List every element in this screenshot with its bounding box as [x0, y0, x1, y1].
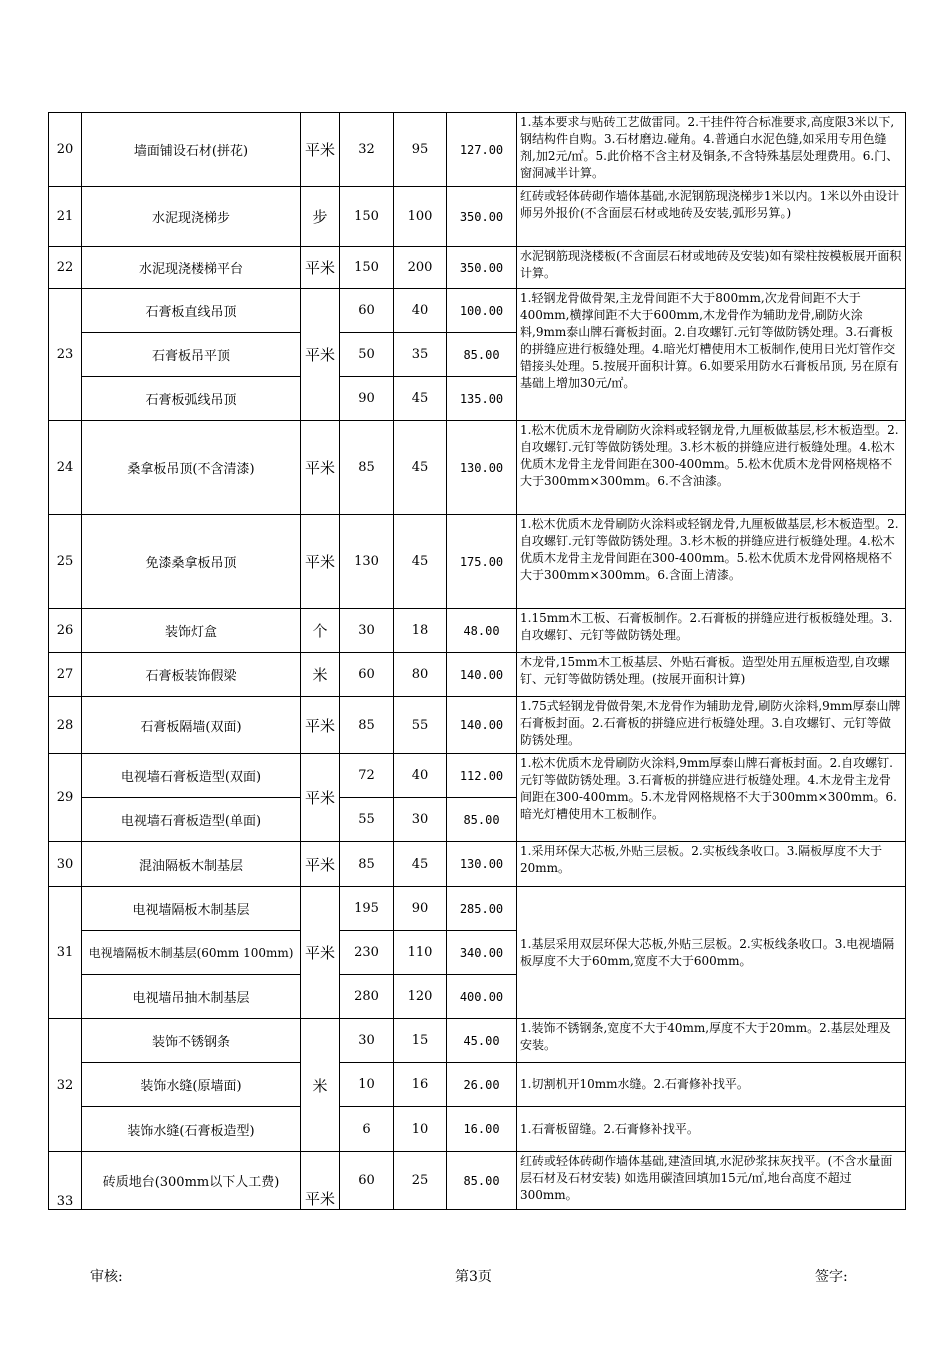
- labor-price: 10: [394, 1107, 447, 1152]
- total-price: 85.00: [447, 1152, 517, 1210]
- item-name: 电视墙隔板木制基层: [82, 887, 301, 931]
- item-number: 27: [49, 653, 82, 697]
- total-price: 350.00: [447, 247, 517, 289]
- item-name: 电视墙石膏板造型(单面): [82, 798, 301, 842]
- material-price: 60: [340, 653, 394, 697]
- item-number: 33: [49, 1152, 82, 1210]
- item-description: 1.松木优质木龙骨刷防火涂料,9mm厚泰山牌石膏板封面。2.自攻螺钉.元钉等做防锈处理。3.石膏板的拼缝应进行板缝处理。4.木龙骨主龙骨间距在300-400mm。5.木龙骨网格规格不大于300mm×300mm。6.暗光灯槽使用木工板制作。: [517, 754, 906, 842]
- item-number: 28: [49, 697, 82, 754]
- material-price: 85: [340, 697, 394, 754]
- item-number: 24: [49, 421, 82, 515]
- item-name: 水泥现浇楼梯平台: [82, 247, 301, 289]
- table-row: [49, 653, 906, 697]
- item-number: 25: [49, 515, 82, 609]
- total-price: 340.00: [447, 931, 517, 975]
- material-price: 55: [340, 798, 394, 842]
- item-name: 水泥现浇梯步: [82, 187, 301, 247]
- item-unit: 平米: [301, 421, 340, 515]
- item-unit: 平米: [301, 247, 340, 289]
- labor-price: 100: [394, 187, 447, 247]
- labor-price: 40: [394, 754, 447, 798]
- material-price: 85: [340, 842, 394, 887]
- labor-price: 16: [394, 1063, 447, 1107]
- item-name: 桑拿板吊顶(不含清漆): [82, 421, 301, 515]
- signature-label: 签字:: [815, 1269, 848, 1285]
- total-price: 400.00: [447, 975, 517, 1019]
- labor-price: 95: [394, 113, 447, 187]
- total-price: 130.00: [447, 842, 517, 887]
- item-unit: 个: [301, 609, 340, 653]
- material-price: 90: [340, 377, 394, 421]
- item-name: 石膏板直线吊顶: [82, 289, 301, 333]
- total-price: 26.00: [447, 1063, 517, 1107]
- item-name: 混油隔板木制基层: [82, 842, 301, 887]
- material-price: 30: [340, 1019, 394, 1063]
- item-description: 1.石膏板留缝。2.石膏修补找平。: [517, 1107, 906, 1152]
- total-price: 140.00: [447, 653, 517, 697]
- item-unit: 平米: [301, 289, 340, 421]
- item-number: 20: [49, 113, 82, 187]
- table-row: [49, 515, 906, 609]
- labor-price: 120: [394, 975, 447, 1019]
- table-row: [49, 1063, 906, 1107]
- labor-price: 45: [394, 377, 447, 421]
- item-description: 1.基本要求与贴砖工艺做雷同。2.干挂件符合标准要求,高度限3米以下,钢结构件自购。3.石材磨边.碰角。4.普通白水泥色缝,如采用专用色缝剂,加2元/㎡。5.此价格不含主材及铜条,不含特殊基层处理费用。6.门、窗洞减半计算。: [517, 113, 906, 187]
- material-price: 60: [340, 1152, 394, 1210]
- item-description: 1.装饰不锈钢条,宽度不大于40mm,厚度不大于20mm。2.基层处理及安装。: [517, 1019, 906, 1063]
- item-unit: 平米: [301, 842, 340, 887]
- item-description: 1.轻钢龙骨做骨架,主龙骨间距不大于800mm,次龙骨间距不大于400mm,横撑间距不大于600mm,木龙骨作为辅助龙骨,刷防火涂料,9mm泰山牌石膏板封面。2.自攻螺钉.元钉等做防锈处理。3.石膏板的拼缝应进行板缝处理。4.暗光灯槽使用木工板制作,使用日光灯管作交错接头处理。5.按展开面积计算。6.如要采用防水石膏板吊顶, 另在原有基础上增加30元/㎡。: [517, 289, 906, 421]
- price-table: [48, 112, 906, 1210]
- item-number: 32: [49, 1019, 82, 1152]
- item-name: 石膏板弧线吊顶: [82, 377, 301, 421]
- material-price: 72: [340, 754, 394, 798]
- item-name: 石膏板隔墙(双面): [82, 697, 301, 754]
- table-row: [49, 187, 906, 247]
- table-row: [49, 754, 906, 798]
- table-row: [49, 697, 906, 754]
- item-description: 1.75式轻钢龙骨做骨架,木龙骨作为辅助龙骨,刷防火涂料,9mm厚泰山牌石膏板封面。2.石膏板的拼缝应进行板缝处理。3.自攻螺钉、元钉等做防锈处理。: [517, 697, 906, 754]
- material-price: 150: [340, 247, 394, 289]
- table-row: [49, 113, 906, 187]
- item-unit: 平米: [301, 754, 340, 842]
- item-name: 砖质地台(300mm以下人工费): [82, 1152, 301, 1210]
- labor-price: 45: [394, 421, 447, 515]
- material-price: 85: [340, 421, 394, 515]
- labor-price: 18: [394, 609, 447, 653]
- labor-price: 35: [394, 333, 447, 377]
- table-row: [49, 247, 906, 289]
- labor-price: 80: [394, 653, 447, 697]
- item-name: 石膏板吊平顶: [82, 333, 301, 377]
- table-row: [49, 887, 906, 931]
- item-unit: 平米: [301, 113, 340, 187]
- table-row: [49, 609, 906, 653]
- item-description: 红砖或轻体砖砌作墙体基础,水泥钢筋现浇梯步1米以内。1米以外由设计师另外报价(不含面层石材或地砖及安装,弧形另算。): [517, 187, 906, 247]
- total-price: 130.00: [447, 421, 517, 515]
- page-number: 第3页: [455, 1269, 492, 1285]
- material-price: 30: [340, 609, 394, 653]
- item-name: 装饰不锈钢条: [82, 1019, 301, 1063]
- item-name: 石膏板装饰假梁: [82, 653, 301, 697]
- item-number: 30: [49, 842, 82, 887]
- item-description: 1.基层采用双层环保大芯板,外贴三层板。2.实板线条收口。3.电视墙隔板厚度不大于60mm,宽度不大于600mm。: [517, 887, 906, 1019]
- item-description: 红砖或轻体砖砌作墙体基础,建渣回填,水泥砂浆抹灰找平。(不含水量面层石材及石材安装) 如选用碳渣回填加15元/㎡,地台高度不超过300mm。: [517, 1152, 906, 1210]
- total-price: 112.00: [447, 754, 517, 798]
- item-number: 22: [49, 247, 82, 289]
- total-price: 16.00: [447, 1107, 517, 1152]
- total-price: 48.00: [447, 609, 517, 653]
- item-unit: 平米: [301, 515, 340, 609]
- labor-price: 90: [394, 887, 447, 931]
- item-name: 免漆桑拿板吊顶: [82, 515, 301, 609]
- item-unit: 平米: [301, 697, 340, 754]
- labor-price: 15: [394, 1019, 447, 1063]
- item-name: 电视墙隔板木制基层(60mm 100mm): [82, 931, 301, 975]
- review-label: 审核:: [90, 1269, 123, 1285]
- item-description: 水泥钢筋现浇楼板(不含面层石材或地砖及安装)如有梁柱按模板展开面积计算。: [517, 247, 906, 289]
- labor-price: 200: [394, 247, 447, 289]
- labor-price: 25: [394, 1152, 447, 1210]
- labor-price: 45: [394, 842, 447, 887]
- material-price: 10: [340, 1063, 394, 1107]
- labor-price: 110: [394, 931, 447, 975]
- material-price: 150: [340, 187, 394, 247]
- item-name: 电视墙吊抽木制基层: [82, 975, 301, 1019]
- item-unit: 平米: [301, 1152, 340, 1210]
- labor-price: 55: [394, 697, 447, 754]
- total-price: 350.00: [447, 187, 517, 247]
- item-name: 装饰水缝(石膏板造型): [82, 1107, 301, 1152]
- item-number: 26: [49, 609, 82, 653]
- material-price: 130: [340, 515, 394, 609]
- item-unit: 米: [301, 653, 340, 697]
- table-row: [49, 1019, 906, 1063]
- item-unit: 步: [301, 187, 340, 247]
- item-name: 电视墙石膏板造型(双面): [82, 754, 301, 798]
- item-name: 装饰灯盒: [82, 609, 301, 653]
- material-price: 230: [340, 931, 394, 975]
- total-price: 285.00: [447, 887, 517, 931]
- item-description: 1.松木优质木龙骨刷防火涂料或轻钢龙骨,九厘板做基层,杉木板造型。2.自攻螺钉.元钉等做防锈处理。3.杉木板的拼缝应进行板缝处理。4.松木优质木龙骨主龙骨间距在300-400mm。5.松木优质木龙骨网格规格不大于300mm×300mm。6.不含油漆。: [517, 421, 906, 515]
- item-description: 1.15mm木工板、石膏板制作。2.石膏板的拼缝应进行板板缝处理。3.自攻螺钉、元钉等做防锈处理。: [517, 609, 906, 653]
- item-number: 29: [49, 754, 82, 842]
- total-price: 127.00: [447, 113, 517, 187]
- total-price: 140.00: [447, 697, 517, 754]
- labor-price: 30: [394, 798, 447, 842]
- material-price: 60: [340, 289, 394, 333]
- item-unit: 米: [301, 1019, 340, 1152]
- table-row: [49, 1152, 906, 1210]
- item-name: 装饰水缝(原墙面): [82, 1063, 301, 1107]
- total-price: 45.00: [447, 1019, 517, 1063]
- total-price: 175.00: [447, 515, 517, 609]
- item-description: 1.切割机开10mm水缝。2.石膏修补找平。: [517, 1063, 906, 1107]
- item-description: 木龙骨,15mm木工板基层、外贴石膏板。造型处用五厘板造型,自攻螺钉、元钉等做防锈处理。(按展开面积计算): [517, 653, 906, 697]
- item-description: 1.松木优质木龙骨刷防火涂料或轻钢龙骨,九厘板做基层,杉木板造型。2.自攻螺钉.元钉等做防锈处理。3.杉木板的拼缝应进行板缝处理。4.松木优质木龙骨主龙骨间距在300-400mm。5.松木优质木龙骨网格规格不大于300mm×300mm。6.含面上清漆。: [517, 515, 906, 609]
- total-price: 100.00: [447, 289, 517, 333]
- total-price: 85.00: [447, 798, 517, 842]
- material-price: 280: [340, 975, 394, 1019]
- table-row: [49, 1107, 906, 1152]
- table-row: [49, 842, 906, 887]
- item-unit: 平米: [301, 887, 340, 1019]
- item-number: 31: [49, 887, 82, 1019]
- labor-price: 45: [394, 515, 447, 609]
- total-price: 135.00: [447, 377, 517, 421]
- total-price: 85.00: [447, 333, 517, 377]
- material-price: 32: [340, 113, 394, 187]
- item-name: 墙面铺设石材(拼花): [82, 113, 301, 187]
- item-number: 21: [49, 187, 82, 247]
- table-row: [49, 289, 906, 333]
- labor-price: 40: [394, 289, 447, 333]
- item-number: 23: [49, 289, 82, 421]
- material-price: 195: [340, 887, 394, 931]
- material-price: 6: [340, 1107, 394, 1152]
- table-row: [49, 421, 906, 515]
- item-description: 1.采用环保大芯板,外贴三层板。2.实板线条收口。3.隔板厚度不大于20mm。: [517, 842, 906, 887]
- material-price: 50: [340, 333, 394, 377]
